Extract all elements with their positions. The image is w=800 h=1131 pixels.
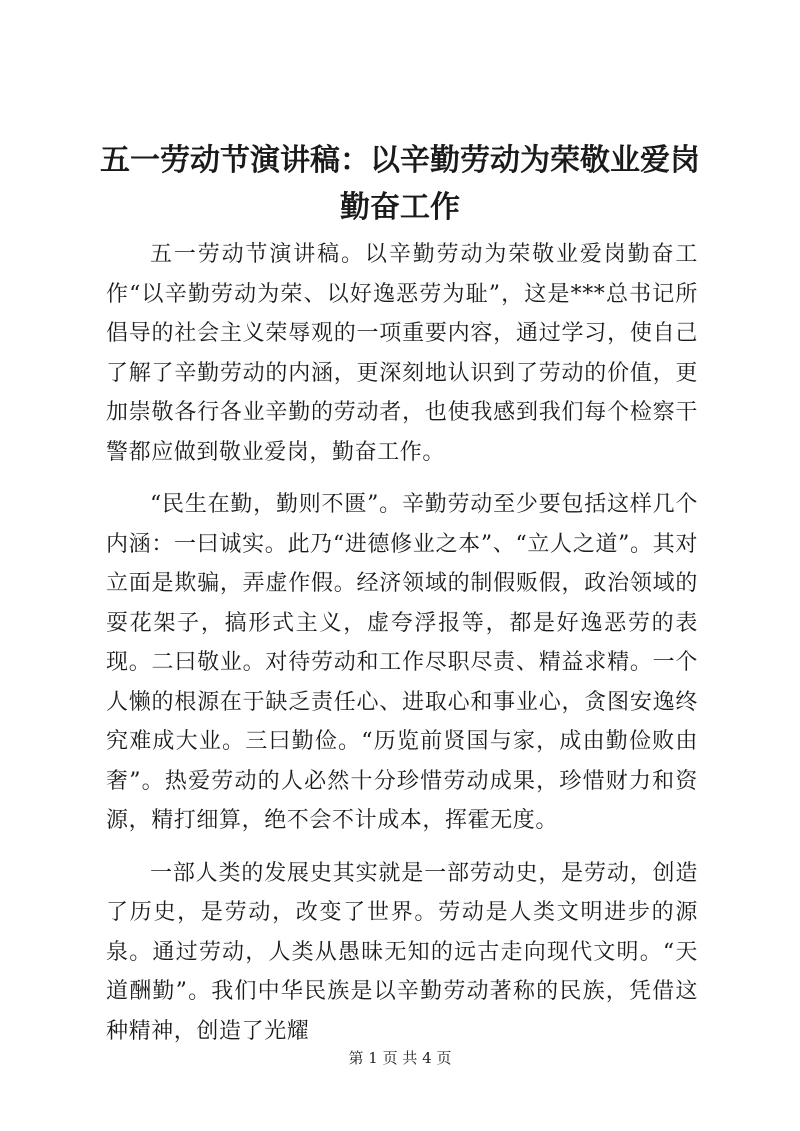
page-footer: 第 1 页 共 4 页 — [348, 1049, 452, 1067]
document-body — [106, 235, 698, 1051]
paragraph-2: “民生在勤，勤则不匮”。辛勤劳动至少要包括这样几个内涵：一曰诚实。此乃“进德修业之本”、“立人之道”。其对立面是欺骗，弄虚作假。经济领域的制假贩假，政治领域的耍花架子，搞形式主义，虚夸浮报等，都是好逸恶劳的表现。二曰敬业。对待劳动和工作尽职尽责、精益求精。一个人懒的根源在于缺乏责任心、进取心和事业心，贪图安逸终究难成大业。三曰勤俭。“历览前贤国与家，成由勤俭败由奢”。热爱劳动的人必然十分珍惜劳动成果，珍惜财力和资源，精打细算，绝不会不计成本，挥霍无度。 — [106, 492, 698, 833]
document-title: 五一劳动节演讲稿：以辛勤劳动为荣敬业爱岗勤奋工作 — [100, 143, 700, 225]
paragraph-3: 一部人类的发展史其实就是一部劳动史，是劳动，创造了历史，是劳动，改变了世界。劳动是人类文明进步的源泉。通过劳动，人类从愚昧无知的远古走向现代文明。“天道酬勤”。我们中华民族是以辛勤劳动著称的民族，凭借这种精神，创造了光耀 — [106, 860, 698, 1044]
paragraph-1: 五一劳动节演讲稿。以辛勤劳动为荣敬业爱岗勤奋工作“以辛勤劳动为荣、以好逸恶劳为耻”，这是***总书记所倡导的社会主义荣辱观的一项重要内容，通过学习，使自己了解了辛勤劳动的内涵，更深刻地认识到了劳动的价值，更加崇敬各行各业辛勤的劳动者，也使我感到我们每个检察干警都应做到敬业爱岗，勤奋工作。 — [106, 242, 698, 465]
